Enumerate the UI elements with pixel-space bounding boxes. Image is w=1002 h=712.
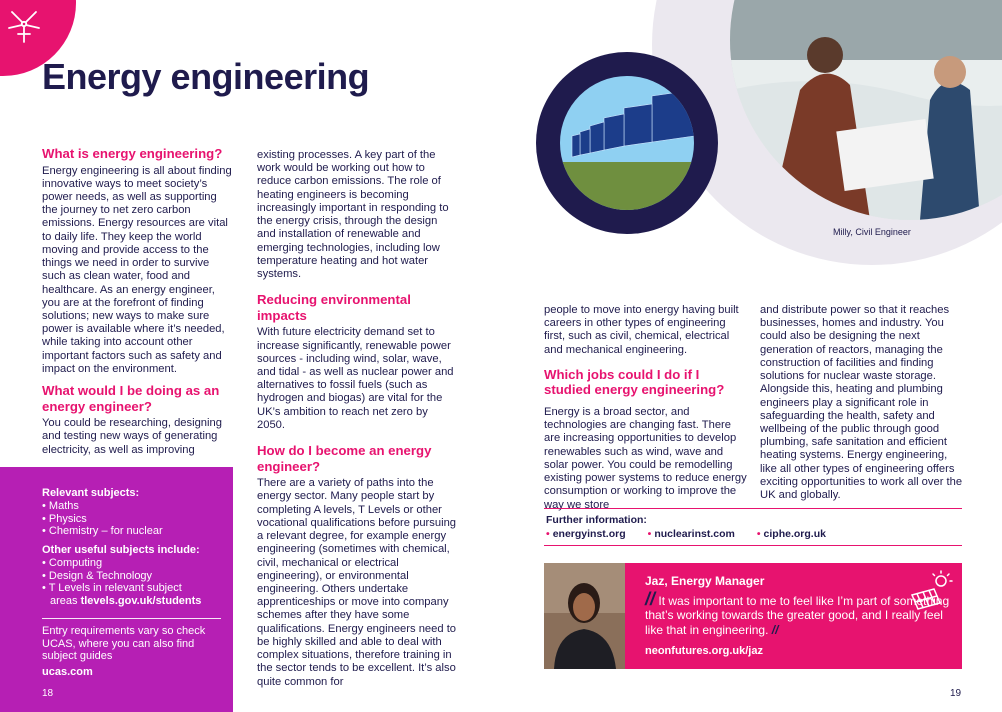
- other-subjects-label: Other useful subjects include:: [42, 544, 200, 556]
- column-3: [544, 304, 749, 519]
- subject-item: • T Levels in relevant subject: [42, 582, 182, 595]
- tlevels-link[interactable]: tlevels.gov.uk/students: [80, 595, 202, 607]
- close-quote-mark: //: [771, 622, 779, 637]
- tlevels-line: [42, 595, 221, 608]
- doing-body: You could be researching, designing and testing new ways of generating electricity, as well as improving: [42, 417, 222, 456]
- tlevels-prefix: areas: [50, 595, 81, 607]
- right-continuation-body: people to move into energy having built careers in other types of engineering first, such as civil, chemical, electrical and mechanical engineering.: [544, 304, 739, 356]
- solar-panel-photo: [560, 76, 694, 210]
- reducing-heading: Reducing environmental impacts: [257, 292, 411, 323]
- column-1: [42, 146, 232, 464]
- relevant-subjects-label: Relevant subjects:: [42, 487, 140, 499]
- bullet: •: [546, 528, 550, 540]
- bullet: •: [647, 528, 652, 540]
- subject-item: • Physics: [42, 512, 87, 525]
- quote-text: It was important to me to feel like I’m part of something that’s working towards the greater good, and I really feel like that in engineering.: [645, 594, 950, 637]
- subject-item: • Maths: [42, 499, 79, 512]
- further-information: [544, 508, 962, 546]
- link-text[interactable]: ciphe.org.uk: [763, 528, 826, 540]
- link-nuclearinst[interactable]: [648, 528, 735, 540]
- reducing-body: With future electricity demand set to increase significantly, renewable power sources - including wind, solar, wave, and tidal - as well as nuclear power and alternatives to fossil fuels (such as hydrogen and biogas) are vital for the UK’s ambition to reach net zero by 2050.: [257, 326, 454, 431]
- entry-requirements-text: Entry requirements vary so check UCAS, where you can also find subject guides: [42, 624, 206, 663]
- mid-continuation-body: existing processes. A key part of the work would be working out how to reduce carbon emissions. The role of heating engineers is becoming increasingly important in responding to the energy crisis, through the design and installation of renewable and emerging technologies, including low temperature heating and hot water systems.: [257, 149, 449, 280]
- testimonial-quote: [645, 589, 952, 637]
- link-energyinst[interactable]: [546, 528, 626, 540]
- become-body: There are a variety of paths into the energy sector. Many people start by completing A levels, T Levels or other vocational qualifications before pursuing a relevant degree, for example energy engineering (sometimes with chemical, civil, mechanical or electrical engineering), or environmental engineering. Others undertake apprenticeships or move into company schemes after they have some qualifications. Energy engineers need to be highly skilled and able to deal with complex situations, therefore training in the sector tends to be excellent. It’s also quite common for: [257, 477, 457, 688]
- ucas-link[interactable]: ucas.com: [42, 666, 93, 678]
- solar-panel-photo-frame: [536, 52, 718, 234]
- testimonial-link[interactable]: neonfutures.org.uk/jaz: [645, 645, 763, 658]
- page-number-right: 19: [950, 688, 962, 699]
- become-heading: How do I become an energy engineer?: [257, 443, 432, 474]
- column-4: [760, 304, 965, 509]
- testimonial-box: [625, 563, 962, 669]
- testimonial-name: Jaz, Energy Manager: [645, 574, 765, 588]
- jobs-heading: Which jobs could I do if I studied energy engineering?: [544, 366, 725, 398]
- page-number-left: 18: [42, 688, 54, 699]
- doing-heading: What would I be doing as an energy engineer?: [42, 383, 220, 414]
- link-ciphe[interactable]: [757, 528, 826, 540]
- col4-body: and distribute power so that it reaches businesses, homes and industry. You could also be designing the next generation of reactors, managing the construction of facilities and finding solutions for nuclear waste storage. Alongside this, heating and plumbing engineers play a significant role in safeguarding the health, safety and wellbeing of the public through good plumbing, safe sanitation and efficient heating systems. Energy engineering, like all other types of engineering offers exciting opportunities to work all over the UK and globally.: [760, 304, 963, 502]
- solar-panel-sun-icon: [908, 569, 954, 611]
- photo-caption: Milly, Civil Engineer: [833, 227, 911, 237]
- jaz-photo: [544, 563, 625, 669]
- what-heading: What is energy engineering?: [42, 146, 223, 161]
- divider: [42, 618, 221, 619]
- wind-turbine-icon: [6, 8, 42, 44]
- jobs-body: Energy is a broad sector, and technologies are changing fast. There are increasing opportunities to develop renewables such as wind, wave and solar power. You could be remodelling existing power systems to reduce energy consumption or working to improve the way we store: [544, 406, 747, 511]
- what-body: Energy engineering is all about finding innovative ways to meet society’s power needs, as well as supporting the journey to net zero carbon emissions. Energy resources are vital to daily life. They keep the world moving and provide access to the things we need in order to survive such as clean water, food and healthcare. As an energy engineer, you are at the forefront of finding solutions; new ways to make sure power is available where it’s needed, while taking into account other important factors such as safety and impact on the environment.: [42, 164, 232, 375]
- subject-item: • Computing: [42, 556, 103, 569]
- page-title: Energy engineering: [42, 56, 370, 97]
- further-information-label: Further information:: [546, 514, 647, 526]
- bullet: •: [756, 528, 761, 540]
- link-text[interactable]: nuclearinst.com: [654, 528, 735, 540]
- subject-item: • Design & Technology: [42, 569, 153, 582]
- subjects-panel: [0, 467, 233, 712]
- subject-item: • Chemistry – for nuclear: [42, 525, 163, 538]
- column-2: [257, 149, 457, 696]
- open-quote-mark: //: [645, 589, 656, 609]
- link-text[interactable]: energyinst.org: [552, 528, 626, 540]
